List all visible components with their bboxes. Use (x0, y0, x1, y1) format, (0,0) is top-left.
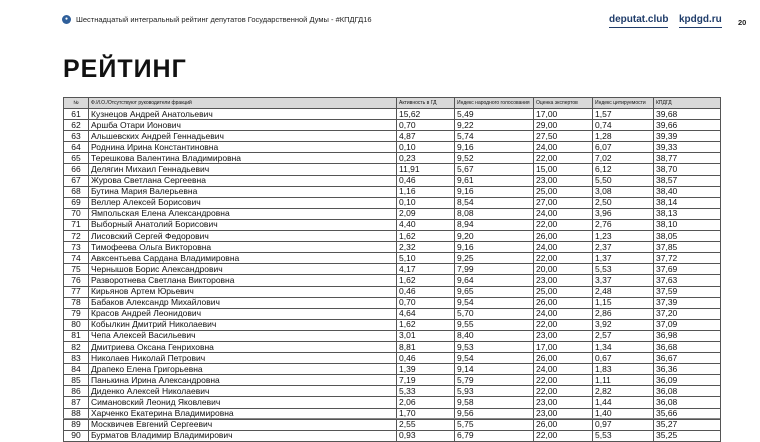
cell-activity: 11,91 (397, 164, 455, 175)
table-row (64, 208, 721, 219)
cell-number: 66 (64, 164, 89, 175)
table-row (64, 264, 721, 275)
cell-kpdgd: 36,68 (654, 341, 721, 352)
cell-name: Николаев Николай Петрович (89, 353, 397, 364)
cell-number: 75 (64, 264, 89, 275)
cell-expert-score: 22,00 (534, 153, 593, 164)
table-row (64, 341, 721, 352)
cell-kpdgd: 37,63 (654, 275, 721, 286)
cell-kpdgd: 37,59 (654, 286, 721, 297)
cell-name: Бутина Мария Валерьевна (89, 186, 397, 197)
cell-expert-score: 23,00 (534, 175, 593, 186)
cell-citation-index: 1,15 (593, 297, 654, 308)
cell-citation-index: 5,53 (593, 264, 654, 275)
cell-number: 87 (64, 397, 89, 408)
cell-kpdgd: 35,66 (654, 408, 721, 419)
cell-name: Москвичев Евгений Сергеевич (89, 419, 397, 430)
cell-expert-score: 17,00 (534, 341, 593, 352)
cell-name: Альшевских Андрей Геннадьевич (89, 131, 397, 142)
cell-number: 69 (64, 197, 89, 208)
cell-number: 80 (64, 319, 89, 330)
header-title: Шестнадцатый интегральный рейтинг депутатов Государственной Думы - #КПДГД16 (76, 15, 372, 24)
table-row (64, 386, 721, 397)
site-link-deputat[interactable]: deputat.club (609, 14, 669, 25)
cell-kpdgd: 37,85 (654, 242, 721, 253)
cell-popular-vote: 8,40 (455, 330, 534, 341)
cell-expert-score: 22,00 (534, 386, 593, 397)
cell-expert-score: 23,00 (534, 275, 593, 286)
table-row (64, 397, 721, 408)
cell-citation-index: 1,34 (593, 341, 654, 352)
cell-activity: 15,62 (397, 109, 455, 120)
cell-number: 76 (64, 275, 89, 286)
cell-citation-index: 3,96 (593, 208, 654, 219)
cell-name: Кирьянов Артем Юрьевич (89, 286, 397, 297)
table-row (64, 286, 721, 297)
cell-number: 68 (64, 186, 89, 197)
cell-expert-score: 17,00 (534, 109, 593, 120)
rating-table (63, 97, 721, 442)
cell-number: 62 (64, 120, 89, 131)
cell-expert-score: 24,00 (534, 308, 593, 319)
cell-activity: 0,46 (397, 353, 455, 364)
cell-activity: 1,62 (397, 319, 455, 330)
cell-citation-index: 1,11 (593, 375, 654, 386)
column-header-name: Ф.И.О./Отсутствуют руководители фракций (89, 98, 397, 109)
cell-kpdgd: 38,13 (654, 208, 721, 219)
cell-activity: 0,93 (397, 430, 455, 441)
cell-expert-score: 22,00 (534, 375, 593, 386)
table-row (64, 353, 721, 364)
cell-number: 86 (64, 386, 89, 397)
cell-activity: 2,09 (397, 208, 455, 219)
cell-activity: 5,10 (397, 253, 455, 264)
cell-kpdgd: 36,08 (654, 386, 721, 397)
cell-popular-vote: 5,67 (455, 164, 534, 175)
cell-citation-index: 3,37 (593, 275, 654, 286)
cell-kpdgd: 39,33 (654, 142, 721, 153)
table-row (64, 275, 721, 286)
cell-citation-index: 3,92 (593, 319, 654, 330)
cell-activity: 4,17 (397, 264, 455, 275)
column-header-kpdgd: КПДГД (654, 98, 721, 109)
cell-citation-index: 2,86 (593, 308, 654, 319)
cell-citation-index: 1,28 (593, 131, 654, 142)
table-row (64, 308, 721, 319)
cell-popular-vote: 9,16 (455, 186, 534, 197)
cell-popular-vote: 9,58 (455, 397, 534, 408)
cell-popular-vote: 9,52 (455, 153, 534, 164)
cell-citation-index: 2,48 (593, 286, 654, 297)
cell-number: 88 (64, 408, 89, 419)
cell-name: Чепа Алексей Васильевич (89, 330, 397, 341)
cell-name: Харченко Екатерина Владимировна (89, 408, 397, 419)
cell-kpdgd: 36,08 (654, 397, 721, 408)
cell-popular-vote: 7,99 (455, 264, 534, 275)
cell-activity: 0,10 (397, 142, 455, 153)
cell-kpdgd: 37,39 (654, 297, 721, 308)
cell-citation-index: 6,12 (593, 164, 654, 175)
cell-kpdgd: 36,36 (654, 364, 721, 375)
cell-popular-vote: 8,54 (455, 197, 534, 208)
cell-citation-index: 6,07 (593, 142, 654, 153)
cell-name: Чернышов Борис Александрович (89, 264, 397, 275)
cell-citation-index: 2,76 (593, 219, 654, 230)
cell-number: 74 (64, 253, 89, 264)
cell-number: 83 (64, 353, 89, 364)
cell-number: 77 (64, 286, 89, 297)
table-row (64, 297, 721, 308)
cell-citation-index: 1,37 (593, 253, 654, 264)
cell-popular-vote: 5,74 (455, 131, 534, 142)
cell-citation-index: 2,57 (593, 330, 654, 341)
cell-activity: 0,46 (397, 286, 455, 297)
cell-popular-vote: 9,54 (455, 353, 534, 364)
cell-citation-index: 0,67 (593, 353, 654, 364)
cell-kpdgd: 36,67 (654, 353, 721, 364)
table-row (64, 319, 721, 330)
site-link-kpdgd[interactable]: kpdgd.ru (679, 14, 722, 25)
cell-expert-score: 20,00 (534, 264, 593, 275)
cell-expert-score: 23,00 (534, 397, 593, 408)
cell-name: Аршба Отари Ионович (89, 120, 397, 131)
column-header-number: № (64, 98, 89, 109)
cell-popular-vote: 9,16 (455, 242, 534, 253)
divider (63, 418, 720, 419)
cell-expert-score: 25,00 (534, 286, 593, 297)
cell-activity: 2,32 (397, 242, 455, 253)
cell-activity: 0,70 (397, 120, 455, 131)
cell-name: Красов Андрей Леонидович (89, 308, 397, 319)
cell-number: 72 (64, 231, 89, 242)
cell-number: 78 (64, 297, 89, 308)
cell-popular-vote: 9,22 (455, 120, 534, 131)
cell-name: Делягин Михаил Геннадьевич (89, 164, 397, 175)
cell-kpdgd: 38,77 (654, 153, 721, 164)
cell-kpdgd: 37,72 (654, 253, 721, 264)
table-row (64, 109, 721, 120)
cell-name: Дмитриева Оксана Генриховна (89, 341, 397, 352)
cell-expert-score: 24,00 (534, 242, 593, 253)
cell-kpdgd: 36,98 (654, 330, 721, 341)
table-row (64, 242, 721, 253)
cell-name: Кобылкин Дмитрий Николаевич (89, 319, 397, 330)
cell-kpdgd: 39,68 (654, 109, 721, 120)
cell-kpdgd: 39,66 (654, 120, 721, 131)
table-row (64, 153, 721, 164)
cell-citation-index: 3,08 (593, 186, 654, 197)
table-row (64, 330, 721, 341)
cell-kpdgd: 38,14 (654, 197, 721, 208)
cell-expert-score: 24,00 (534, 142, 593, 153)
column-header-popular-vote: Индекс народного голосования (455, 98, 534, 109)
cell-name: Диденко Алексей Николаевич (89, 386, 397, 397)
cell-citation-index: 2,50 (593, 197, 654, 208)
cell-number: 63 (64, 131, 89, 142)
cell-name: Симановский Леонид Яковлевич (89, 397, 397, 408)
cell-activity: 4,40 (397, 219, 455, 230)
cell-citation-index: 1,40 (593, 408, 654, 419)
cell-number: 79 (64, 308, 89, 319)
cell-activity: 7,19 (397, 375, 455, 386)
cell-expert-score: 24,00 (534, 364, 593, 375)
cell-name: Кузнецов Андрей Анатольевич (89, 109, 397, 120)
cell-name: Ямпольская Елена Александровна (89, 208, 397, 219)
cell-name: Тимофеева Ольга Викторовна (89, 242, 397, 253)
cell-popular-vote: 5,93 (455, 386, 534, 397)
cell-popular-vote: 5,70 (455, 308, 534, 319)
cell-activity: 8,81 (397, 341, 455, 352)
cell-activity: 0,70 (397, 297, 455, 308)
cell-expert-score: 24,00 (534, 208, 593, 219)
cell-number: 61 (64, 109, 89, 120)
cell-activity: 1,62 (397, 275, 455, 286)
cell-popular-vote: 5,75 (455, 419, 534, 430)
cell-kpdgd: 38,05 (654, 231, 721, 242)
cell-popular-vote: 9,14 (455, 364, 534, 375)
table-row (64, 219, 721, 230)
cell-popular-vote: 9,56 (455, 408, 534, 419)
cell-expert-score: 22,00 (534, 430, 593, 441)
cell-name: Разворотнева Светлана Викторовна (89, 275, 397, 286)
table-row (64, 186, 721, 197)
cell-name: Панькина Ирина Александровна (89, 375, 397, 386)
cell-citation-index: 2,82 (593, 386, 654, 397)
cell-expert-score: 27,50 (534, 131, 593, 142)
page-number: 20 (738, 18, 747, 27)
cell-expert-score: 23,00 (534, 408, 593, 419)
cell-name: Бабаков Александр Михайлович (89, 297, 397, 308)
table-body (64, 109, 721, 442)
cell-number: 85 (64, 375, 89, 386)
column-header-citation-index: Индекс цитируемости (593, 98, 654, 109)
cell-kpdgd: 36,09 (654, 375, 721, 386)
cell-name: Журова Светлана Сергеевна (89, 175, 397, 186)
cell-activity: 5,33 (397, 386, 455, 397)
cell-popular-vote: 5,79 (455, 375, 534, 386)
cell-expert-score: 23,00 (534, 330, 593, 341)
table-row (64, 197, 721, 208)
table-row (64, 253, 721, 264)
cell-number: 65 (64, 153, 89, 164)
page-title: РЕЙТИНГ (63, 55, 187, 83)
cell-name: Драпеко Елена Григорьевна (89, 364, 397, 375)
cell-activity: 1,39 (397, 364, 455, 375)
cell-expert-score: 22,00 (534, 219, 593, 230)
cell-kpdgd: 37,20 (654, 308, 721, 319)
table-row (64, 364, 721, 375)
cell-popular-vote: 9,16 (455, 142, 534, 153)
cell-kpdgd: 35,25 (654, 430, 721, 441)
cell-popular-vote: 9,53 (455, 341, 534, 352)
cell-expert-score: 26,00 (534, 297, 593, 308)
cell-activity: 3,01 (397, 330, 455, 341)
logo-icon: ● (62, 15, 71, 24)
cell-expert-score: 25,00 (534, 186, 593, 197)
cell-kpdgd: 38,10 (654, 219, 721, 230)
cell-citation-index: 1,57 (593, 109, 654, 120)
cell-name: Терешкова Валентина Владимировна (89, 153, 397, 164)
cell-citation-index: 7,02 (593, 153, 654, 164)
cell-popular-vote: 6,79 (455, 430, 534, 441)
cell-popular-vote: 9,64 (455, 275, 534, 286)
cell-kpdgd: 38,40 (654, 186, 721, 197)
cell-popular-vote: 8,94 (455, 219, 534, 230)
cell-name: Бурматов Владимир Владимирович (89, 430, 397, 441)
cell-expert-score: 26,00 (534, 353, 593, 364)
cell-citation-index: 0,74 (593, 120, 654, 131)
cell-number: 70 (64, 208, 89, 219)
cell-name: Веллер Алексей Борисович (89, 197, 397, 208)
cell-activity: 0,46 (397, 175, 455, 186)
cell-popular-vote: 9,55 (455, 319, 534, 330)
table-row (64, 430, 721, 441)
cell-expert-score: 26,00 (534, 419, 593, 430)
cell-activity: 0,23 (397, 153, 455, 164)
cell-expert-score: 27,00 (534, 197, 593, 208)
cell-number: 73 (64, 242, 89, 253)
cell-number: 67 (64, 175, 89, 186)
cell-kpdgd: 38,70 (654, 164, 721, 175)
table-header-row (64, 98, 721, 109)
cell-activity: 1,62 (397, 231, 455, 242)
table-row (64, 419, 721, 430)
cell-number: 89 (64, 419, 89, 430)
cell-popular-vote: 9,20 (455, 231, 534, 242)
cell-expert-score: 22,00 (534, 319, 593, 330)
cell-number: 90 (64, 430, 89, 441)
table-row (64, 120, 721, 131)
cell-citation-index: 5,53 (593, 430, 654, 441)
cell-name: Роднина Ирина Константиновна (89, 142, 397, 153)
cell-popular-vote: 9,25 (455, 253, 534, 264)
cell-kpdgd: 37,09 (654, 319, 721, 330)
cell-activity: 2,55 (397, 419, 455, 430)
table-row (64, 164, 721, 175)
cell-citation-index: 0,97 (593, 419, 654, 430)
cell-number: 64 (64, 142, 89, 153)
cell-citation-index: 1,23 (593, 231, 654, 242)
cell-name: Авксентьева Сардана Владимировна (89, 253, 397, 264)
cell-popular-vote: 5,49 (455, 109, 534, 120)
cell-popular-vote: 9,61 (455, 175, 534, 186)
cell-activity: 0,10 (397, 197, 455, 208)
cell-expert-score: 26,00 (534, 231, 593, 242)
slide-header (0, 0, 760, 40)
cell-number: 82 (64, 341, 89, 352)
cell-kpdgd: 39,39 (654, 131, 721, 142)
cell-expert-score: 15,00 (534, 164, 593, 175)
cell-citation-index: 1,44 (593, 397, 654, 408)
cell-popular-vote: 9,54 (455, 297, 534, 308)
cell-activity: 1,70 (397, 408, 455, 419)
cell-kpdgd: 37,69 (654, 264, 721, 275)
cell-popular-vote: 9,65 (455, 286, 534, 297)
table-row (64, 142, 721, 153)
cell-name: Выборный Анатолий Борисович (89, 219, 397, 230)
table-row (64, 131, 721, 142)
cell-citation-index: 1,83 (593, 364, 654, 375)
cell-popular-vote: 8,08 (455, 208, 534, 219)
cell-number: 71 (64, 219, 89, 230)
cell-expert-score: 29,00 (534, 120, 593, 131)
cell-citation-index: 2,37 (593, 242, 654, 253)
column-header-activity: Активность в ГД (397, 98, 455, 109)
cell-activity: 4,87 (397, 131, 455, 142)
cell-number: 84 (64, 364, 89, 375)
column-header-expert-score: Оценка экспертов (534, 98, 593, 109)
table-row (64, 375, 721, 386)
cell-expert-score: 22,00 (534, 253, 593, 264)
cell-number: 81 (64, 330, 89, 341)
cell-activity: 2,06 (397, 397, 455, 408)
cell-kpdgd: 38,57 (654, 175, 721, 186)
cell-kpdgd: 35,27 (654, 419, 721, 430)
table-row (64, 231, 721, 242)
table-row (64, 175, 721, 186)
cell-name: Лисовский Сергей Федорович (89, 231, 397, 242)
cell-activity: 1,16 (397, 186, 455, 197)
cell-activity: 4,64 (397, 308, 455, 319)
cell-citation-index: 5,50 (593, 175, 654, 186)
